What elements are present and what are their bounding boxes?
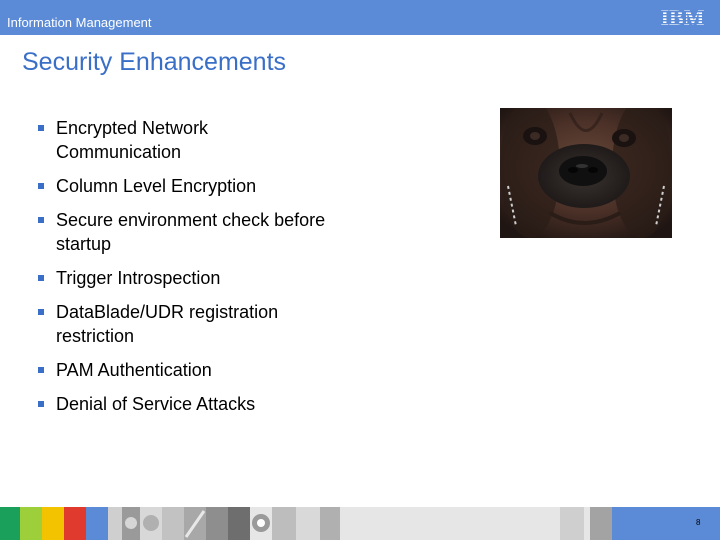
bullet-marker [38,183,44,189]
bullet-item [38,358,338,382]
boxer-dog-photo [500,108,672,238]
bullet-list [38,116,338,426]
bullet-text: Encrypted Network Communication [56,118,209,162]
bullet-text: Column Level Encryption [56,176,257,196]
bullet-text: DataBlade/UDR registration restriction [56,302,279,346]
bullet-text: Secure environment check before startup [56,210,326,254]
bullet-item [38,208,338,256]
bullet-item [38,116,338,164]
bullet-item [38,300,338,348]
bullet-text: Denial of Service Attacks [56,394,256,414]
footer-tile-strip [0,507,720,540]
bullet-marker [38,217,44,223]
slide-title: Security Enhancements [22,48,287,76]
bullet-text: Trigger Introspection [56,268,221,288]
bullet-marker [38,309,44,315]
bullet-item [38,174,338,198]
bullet-marker [38,125,44,131]
bullet-text: PAM Authentication [56,360,212,380]
bullet-item [38,392,338,416]
ibm-logo [655,6,710,28]
page-number: 8 [696,518,701,527]
bullet-item [38,266,338,290]
section-title: Information Management [7,15,152,30]
bullet-marker [38,275,44,281]
bullet-marker [38,401,44,407]
bullet-marker [38,367,44,373]
header-bar [0,0,720,35]
